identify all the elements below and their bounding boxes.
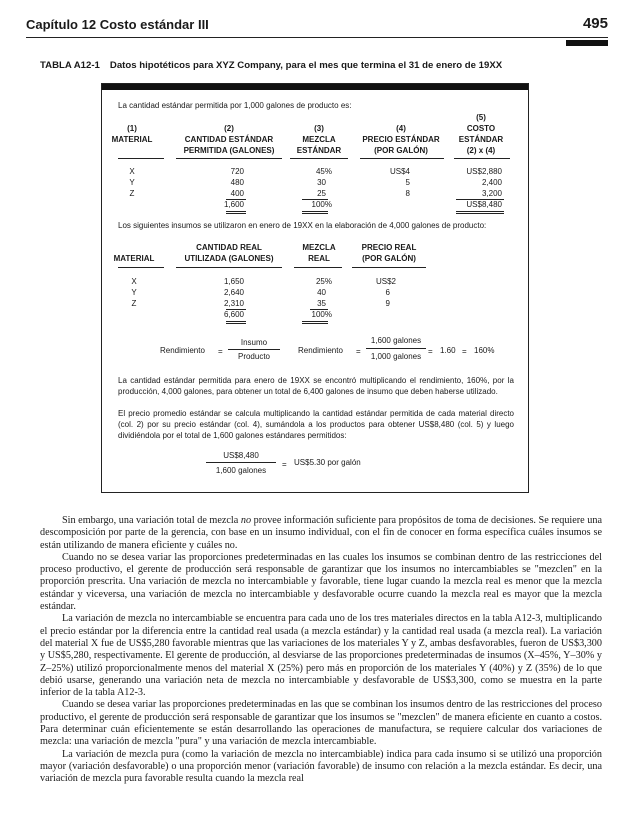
equals-sign: = [356, 347, 361, 356]
std-mix: 25 [317, 189, 326, 198]
col2-num: (2) [224, 124, 234, 133]
table-title [40, 60, 502, 71]
col3-subtitle: ESTÁNDAR [296, 146, 342, 155]
chapter-word: Capítulo [26, 17, 78, 32]
std-total-qty: 1,600 [223, 200, 244, 209]
header-underline [176, 158, 282, 159]
fraction-bar [366, 348, 426, 349]
double-line [302, 323, 328, 324]
act-col2-title: CANTIDAD REAL [196, 243, 262, 252]
std-qty: 480 [230, 178, 244, 187]
std-material: Z [129, 189, 135, 198]
body-text-run: provee información suficiente para propósitos de toma de decisiones. Se requiere una descomposición por parte de la gerencia, con base en un insumo individual, con el fin de conocer en forma específica cuáles insumos se están utilizando de manera eficiente y cuáles no. [40, 515, 602, 551]
double-line [226, 213, 246, 214]
act-price: 9 [385, 299, 390, 308]
header-underline [290, 158, 348, 159]
avg-price-result: US$5.30 por galón [294, 458, 361, 467]
std-mix: 30 [317, 178, 326, 187]
fraction-denominator: Producto [237, 352, 271, 361]
table-box [101, 83, 529, 493]
col2-title: CANTIDAD ESTÁNDAR [184, 135, 274, 144]
std-total-cost: US$8,480 [466, 200, 502, 209]
body-emphasis: no [240, 515, 252, 526]
body-paragraph: La variación de mezcla no intercambiable se encuentra para cada uno de los tres materiales directos en la tabla A12-3, multiplicando el precio estándar por la diferencia entre la cantidad real usada (a mezcla estándar) y la cantidad real usada (a mezcla real). La variación del material X fue de US$5,280 favorable mientras que las variaciones de los materiales Y y Z, ambas desfavorables, fueron de US$3,300 y US$5,280, respectivamente. El gerente de producción, al desviarse de las proporciones predeterminadas de insumos (X–45%, Y–30% y Z–25%) utilizó proporcionalmente menos del material X (25%) pero más en proporción de los materiales Y (40%) y Z (35%) de lo que debió usarse, generando una variación neta de mezcla no intercambiable y desfavorable de US$3,300, como se muestra en la parte inferior de la tabla A12-3. [40, 613, 602, 699]
act-col1-title: MATERIAL [113, 254, 155, 263]
yield-label: Rendimiento [298, 346, 343, 355]
double-line [302, 321, 328, 322]
std-price: 8 [405, 189, 410, 198]
col4-subtitle: (POR GALÓN) [374, 146, 428, 155]
equals-sign: = [428, 347, 433, 356]
double-line [226, 321, 246, 322]
act-col3-title: MEZCLA [302, 243, 336, 252]
equals-sign: = [462, 347, 467, 356]
act-qty: 2,640 [223, 288, 244, 297]
act-material: Y [131, 288, 137, 297]
double-line [302, 213, 328, 214]
act-qty: 2,310 [223, 299, 244, 308]
header-underline [294, 267, 342, 268]
std-material: X [129, 167, 135, 176]
explanation-paragraph: La cantidad estándar permitida para enero de 19XX se encontró multiplicando el rendimiento, 160%, por la producción, 4,000 galones, para obtener un total de 6,400 galones de insumo que deben haberse utilizado. [118, 376, 514, 396]
body-text [40, 515, 602, 786]
yield-percent: 160% [474, 346, 495, 355]
header-rule [26, 37, 608, 38]
yield-label: Rendimiento [160, 346, 205, 355]
double-line [456, 213, 504, 214]
header-underline [118, 158, 164, 159]
explanation-paragraph: El precio promedio estándar se calcula multiplicando la cantidad estándar permitida de cada material directo (col. 2) por su precio estándar (col. 4), sumándola a los productos para obtener US$8,480 (col. 5) y luego dividiéndola por el total de 1,600 galones estándares permitidos: [118, 409, 514, 440]
body-text-run: Sin embargo, una variación total de mezcla [62, 515, 241, 526]
header-underline [454, 158, 510, 159]
act-material: X [131, 277, 137, 286]
std-mix: 45% [315, 167, 332, 176]
page-number: 495 [582, 15, 608, 32]
chapter-number: 12 [81, 17, 97, 32]
table-title-text: Datos hipotéticos para XYZ Company, para el mes que termina el 31 de enero de 19XX [109, 60, 503, 71]
fraction-denominator: 1,600 galones [215, 466, 267, 475]
col5-num: (5) [476, 113, 486, 122]
intro-standard: La cantidad estándar permitida por 1,000 galones de producto es: [118, 101, 352, 110]
running-header [26, 17, 209, 32]
fraction-numerator: 1,600 galones [370, 336, 422, 345]
header-underline [118, 267, 164, 268]
std-material: Y [129, 178, 135, 187]
act-col4-title: PRECIO REAL [361, 243, 417, 252]
col3-num: (3) [314, 124, 324, 133]
act-price: US$2 [375, 277, 396, 286]
col3-title: MEZCLA [302, 135, 336, 144]
yield-value: 1.60 [440, 346, 456, 355]
intro-actual: Los siguientes insumos se utilizaron en enero de 19XX en la elaboración de 4,000 galones de producto: [118, 221, 487, 230]
equals-sign: = [282, 460, 287, 469]
act-total-mix: 100% [311, 310, 332, 319]
col5-subtitle: ESTÁNDAR [458, 135, 504, 144]
act-price: 6 [385, 288, 390, 297]
col4-num: (4) [396, 124, 406, 133]
std-cost: US$2,880 [466, 167, 502, 176]
col1-num: (1) [127, 124, 137, 133]
double-line [456, 211, 504, 212]
std-price: 5 [405, 178, 410, 187]
double-line [302, 211, 328, 212]
header-underline [176, 267, 282, 268]
col2-subtitle: PERMITIDA (GALONES) [183, 146, 275, 155]
box-top-bar [102, 84, 528, 90]
header-underline [360, 158, 444, 159]
body-paragraph: Cuando no se desea variar las proporciones predeterminadas en las cuales los insumos se combinan dentro de las restricciones del proceso productivo, el gerente de producción será responsable de garantizar que los insumos no intercambiables se "mezclen" en la proporción prescrita. Una variación de mezcla no intercambiable y favorable, tiene lugar cuando la mezcla real es menor que la mezcla estándar y viceversa, una variación de mezcla no intercambiable y desfavorable ocurre cuando la mezcla real es mayor que la mezcla estándar. [40, 551, 602, 613]
act-col3-subtitle: REAL [308, 254, 330, 263]
std-total-mix: 100% [311, 200, 332, 209]
header-underline [352, 267, 426, 268]
col5-title: COSTO [466, 124, 496, 133]
fraction-bar [206, 462, 276, 463]
act-mix: 35 [317, 299, 326, 308]
act-mix: 25% [315, 277, 332, 286]
body-paragraph: La variación de mezcla pura (como la variación de mezcla no intercambiable) indica para cada insumo si se utilizó una proporción mayor (variación desfavorable) o una proporción menor (variación favorable) de insumo con relación a la mezcla estándar. Es decir, una variación de mezcla pura favorable resulta cuando la mezcla real [40, 748, 602, 785]
act-material: Z [131, 299, 137, 308]
body-paragraph: Cuando se desea variar las proporciones predeterminadas en las que se combinan los insumos dentro de las restricciones del proceso productivo, el gerente de producción será responsable de garantizar que los insumos se "mezclen" de manera eficiente en cuanto a costos. Para determinar cuán eficientemente se están desarrollando las operaciones de manufactura, se requiere calcular dos variaciones de mezcla: una variación de mezcla "pura" y una variación de mezcla intercambiable. [40, 699, 602, 748]
act-col2-subtitle: UTILIZADA (GALONES) [184, 254, 274, 263]
fraction-numerator: Insumo [240, 338, 268, 347]
equals-sign: = [218, 347, 223, 356]
chapter-title: Costo estándar III [99, 17, 209, 32]
double-line [226, 323, 246, 324]
act-col4-subtitle: (POR GALÓN) [362, 254, 416, 263]
double-line [226, 211, 246, 212]
fraction-bar [228, 349, 280, 350]
act-mix: 40 [317, 288, 326, 297]
col4-title: PRECIO ESTÁNDAR [362, 135, 440, 144]
std-qty: 720 [230, 167, 244, 176]
fraction-numerator: US$8,480 [223, 451, 259, 460]
col1-title: MATERIAL [111, 135, 153, 144]
act-total-qty: 6,600 [223, 310, 244, 319]
act-qty: 1,650 [223, 277, 244, 286]
std-cost: 2,400 [481, 178, 502, 187]
fraction-denominator: 1,000 galones [370, 352, 422, 361]
std-cost: 3,200 [481, 189, 502, 198]
header-bar [566, 40, 608, 46]
table-label: TABLA A12-1 [40, 60, 100, 71]
std-qty: 400 [230, 189, 244, 198]
std-price: US$4 [389, 167, 410, 176]
body-paragraph [40, 515, 602, 552]
col5-formula: (2) x (4) [466, 146, 496, 155]
